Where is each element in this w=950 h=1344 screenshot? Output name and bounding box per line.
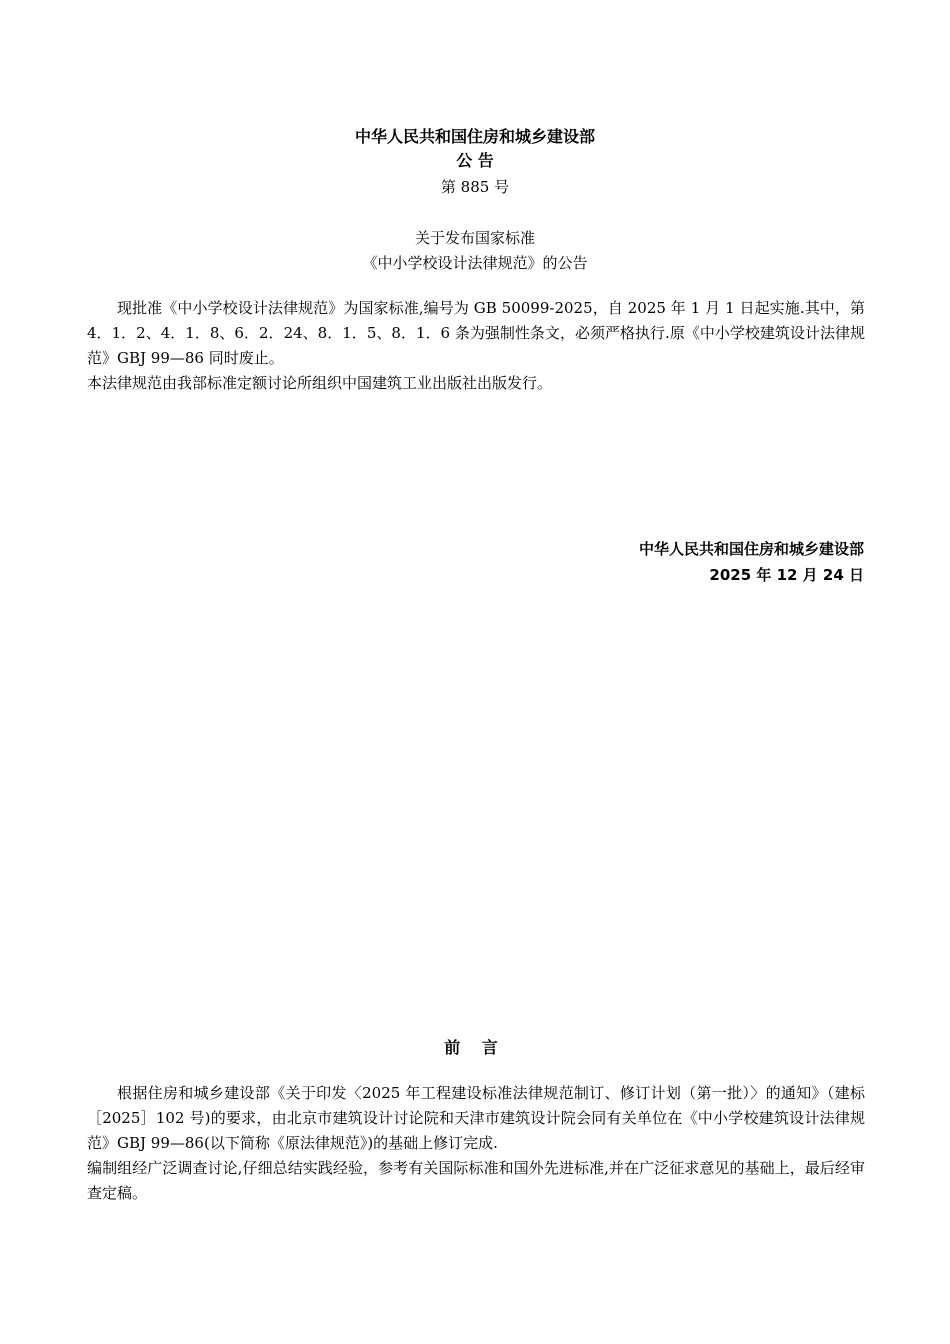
subject-line-2: 《中小学校设计法律规范》的公告 — [362, 254, 588, 272]
ministry-title: 中华人民共和国住房和城乡建设部 — [354, 127, 595, 146]
signature-organization: 中华人民共和国住房和城乡建设部 — [638, 540, 864, 558]
notice-title: 公 告 — [456, 151, 494, 170]
notice-body — [87, 296, 865, 396]
notice-number: 第 885 号 — [440, 178, 510, 196]
preface-paragraph: 根据住房和城乡建设部《关于印发〈2025 年工程建设标准法律规范制订、修订计划（第一批）〉的通知》（建标［2025］102 号)的要求，由北京市建筑设计讨论院和天津市建筑设计院会同有关单位在《中小学校建筑设计法律规范》GBJ 99—86(以下简称《原法律规范》)的基础上修订完成. — [87, 1084, 865, 1152]
subject-line-1: 关于发布国家标准 — [414, 229, 535, 247]
signature-date: 2025 年 12 月 24 日 — [709, 566, 864, 584]
notice-paragraph: 本法律规范由我部标准定额讨论所组织中国建筑工业出版社出版发行。 — [87, 374, 553, 392]
preface-body — [87, 1081, 865, 1206]
notice-paragraph: 现批准《中小学校设计法律规范》为国家标准,编号为 GB 50099-2025，自 2025 年 1 月 1 日起实施.其中，第 4．1．2、4．1．8、6．2．24、8．1．5、8．1．6 条为强制性条文，必须严格执行.原《中小学校建筑设计法律规范》GBJ 99—86 同时废止。 — [87, 299, 865, 367]
preface-heading: 前 言 — [444, 1038, 506, 1057]
preface-paragraph: 编制组经广泛调查讨论,仔细总结实践经验，参考有关国际标准和国外先进标准,并在广泛征求意见的基础上，最后经审查定稿。 — [87, 1159, 865, 1202]
